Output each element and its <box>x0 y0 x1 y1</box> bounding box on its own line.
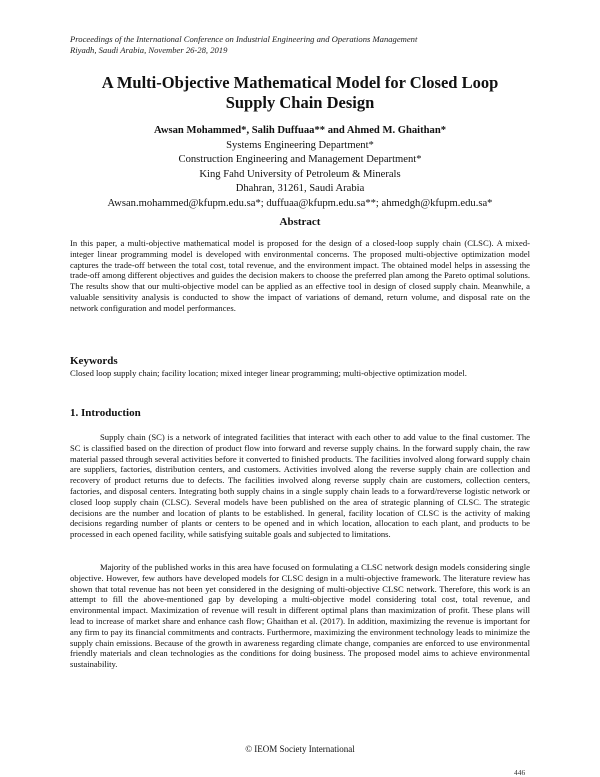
conference-header <box>70 34 540 56</box>
page-number: 446 <box>514 768 526 777</box>
keywords-heading: Keywords <box>70 355 118 367</box>
affiliation-line: Dhahran, 31261, Saudi Arabia <box>235 183 365 195</box>
title-line-1: A Multi-Objective Mathematical Model for Closed Loop <box>101 73 499 92</box>
paper-title <box>40 73 560 113</box>
abstract-text: In this paper, a multi-objective mathematical model is proposed for the design of a closed-loop supply chain (CLSC). A mixed-integer linear programming model is developed with environmental concerns. The proposed multi-objective optimization model captures the trade-off between the total cost, total revenue, and the environment impact. The obtained model helps in assessing the trade-off among different objectives and guides the decision makers to choose the preferred plan among the Pareto optimal solutions. The results show that our multi-objective model can be applied as an effective tool in design of closed supply chain. Meanwhile, a valuable sensitivity analysis is conducted to show the impact of variations of demand, return volume, and disposal rate on the network configuration and model performances. <box>70 238 530 313</box>
introduction-paragraph-2: Majority of the published works in this area have focused on formulating a CLSC network design models considering single objective. However, few authors have developed models for CLSC design in a multi-objective framework. The literature review has shown that total revenue has not been yet considered in the designing of multi-objective CLSC network. Therefore, this work is an attempt to fill the above-mentioned gap by developing a multi-objective model considering total cost, total revenue, and environmental impact. Maximization of revenue will result in different optimal plans than maximization of profit. These plans will lead to increase of market share and enhance cash flow; Ghaithan et al. (2017). In addition, maximizing the revenue is important for any firm to pay its financial commitments and contracts. Furthermore, maximizing the environment technology leads to minimize the supply chain emissions. Because of the growth in awareness regarding climate change, companies are enforced to use environmental friendly materials and clean technologies as the conditions for doing business. The proposed model aims to achieve environmental sustainability. <box>70 562 530 670</box>
affiliation-line: Systems Engineering Department* <box>226 139 374 151</box>
introduction-heading: 1. Introduction <box>70 407 141 419</box>
title-line-2: Supply Chain Design <box>225 93 375 112</box>
keywords-text: Closed loop supply chain; facility location; mixed integer linear programming; multi-objective optimization model. <box>70 368 467 378</box>
introduction-paragraph-1: Supply chain (SC) is a network of integrated facilities that interact with each other to add value to the final customer. The SC is classified based on the direction of product flow into forward and reverse supply chains. In the forward supply chain, the raw material passed through several activities before it converted to finished products. The facilities involved along forward supply chain are suppliers, factories, distribution centers, and customers. Activities involved along the reverse supply chain are collection and recovery of product returns due to defects. The facilities involved along reverse supply chain are customers, collection centers, factories, and disposal centers. Integrating both supply chains in a single supply chain leads to a forward/reverse logistic network or closed loop supply chain (CLSC). Several models have been published on the area of strategic planning of CLSC. The strategic decisions are the number and location of plants to be established. In general, facility location of CLSC is the activity of making decisions regarding number of plants or centers to be opened and in which location, allocation to each plant, and products to be processed in each opened facility, while satisfying suitable goals and subjected to limitations. <box>70 432 530 540</box>
affiliation-line: King Fahd University of Petroleum & Minerals <box>199 168 401 180</box>
conference-location: Riyadh, Saudi Arabia, November 26-28, 2019 <box>70 45 228 55</box>
author-block <box>40 124 560 212</box>
affiliation-line: Construction Engineering and Management Department* <box>178 154 422 166</box>
author-emails: Awsan.mohammed@kfupm.edu.sa*; duffuaa@kfupm.edu.sa**; ahmedgh@kfupm.edu.sa* <box>107 197 493 209</box>
footer-society: © IEOM Society International <box>245 744 355 754</box>
conference-name: Proceedings of the International Conference on Industrial Engineering and Operations Management <box>70 34 418 44</box>
author-names: Awsan Mohammed*, Salih Duffuaa** and Ahmed M. Ghaithan* <box>153 125 447 136</box>
abstract-heading: Abstract <box>279 216 321 228</box>
